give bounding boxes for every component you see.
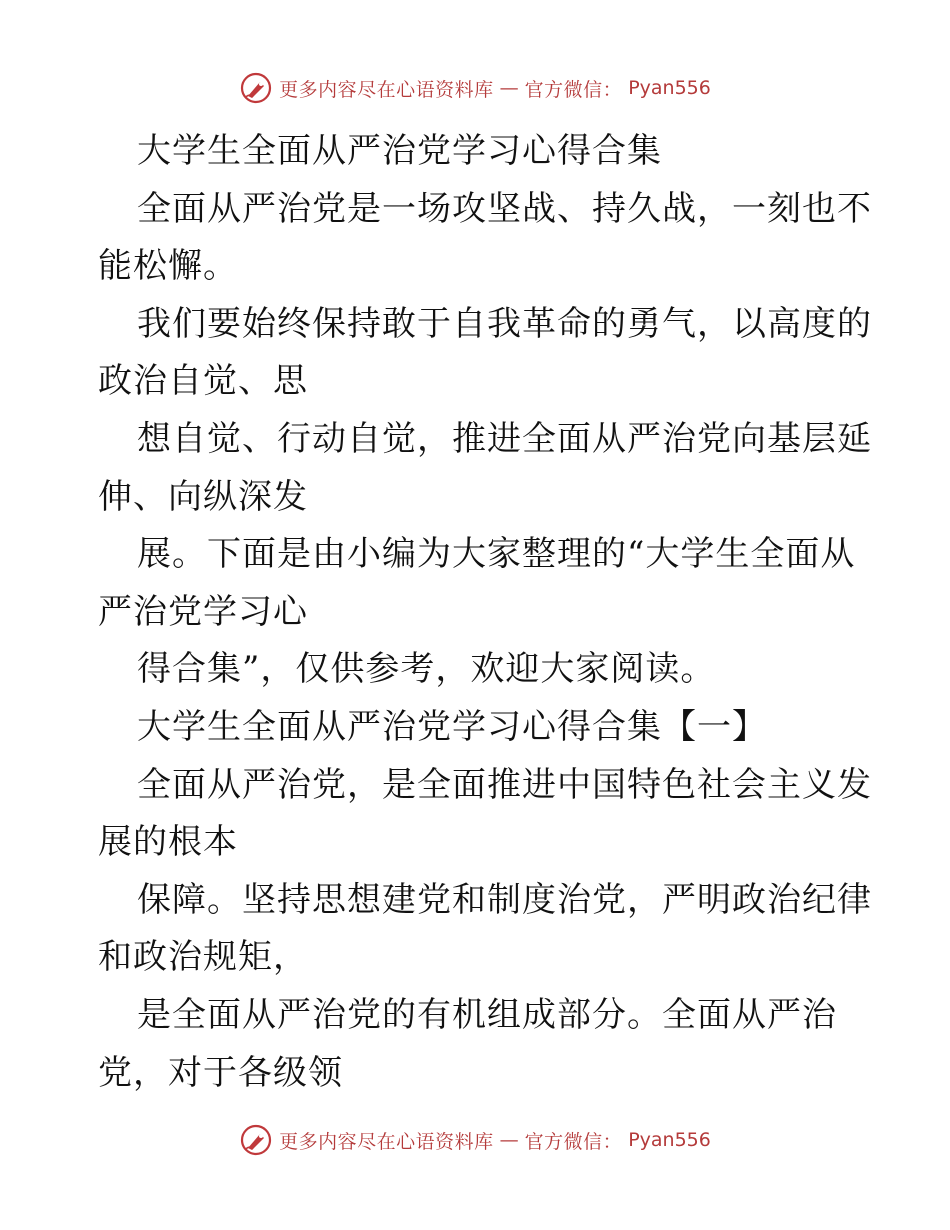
banner-wechat-id: Pyan556 [628,77,711,99]
banner-separator: — [499,77,519,99]
text-line: 想自觉、行动自觉，推进全面从严治党向基层延 [137,418,872,459]
banner-wechat-label: 官方微信： [524,1130,623,1153]
banner-main-text: 更多内容尽在心语资料库 [279,78,494,101]
text-line: 全面从严治党是一场攻坚战、持久战，一刻也不 [137,188,872,229]
text-line: 党，对于各级领 [98,1052,343,1093]
text-line: 严治党学习心 [98,591,308,632]
text-line: 全面从严治党，是全面推进中国特色社会主义发 [137,764,872,805]
text-line: 展的根本 [98,822,238,863]
text-line: 是全面从严治党的有机组成部分。全面从严治 [137,994,837,1035]
text-line: 政治自觉、思 [98,361,308,402]
text-line: 能松懈。 [98,246,238,287]
document-body [98,123,872,1102]
banner-separator: — [499,1129,519,1151]
banner-main-text: 更多内容尽在心语资料库 [279,1130,494,1153]
banner-wechat-label: 官方微信： [524,78,623,101]
document-title: 大学生全面从严治党学习心得合集 [137,131,662,171]
footer-banner [0,1120,950,1160]
text-line: 得合集”，仅供参考，欢迎大家阅读。 [137,649,716,690]
text-line: 保障。坚持思想建党和制度治党，严明政治纪律 [137,879,872,920]
text-line: 我们要始终保持敢于自我革命的勇气，以高度的 [137,303,872,344]
header-banner [0,68,950,108]
section-heading: 大学生全面从严治党学习心得合集【一】 [137,706,767,747]
pen-nib-logo-icon [239,1123,273,1157]
banner-wechat-id: Pyan556 [628,1129,711,1151]
text-line: 伸、向纵深发 [98,476,308,517]
text-line: 和政治规矩， [98,937,308,978]
text-line: 展。下面是由小编为大家整理的“大学生全面从 [137,534,856,575]
pen-nib-logo-icon [239,71,273,105]
